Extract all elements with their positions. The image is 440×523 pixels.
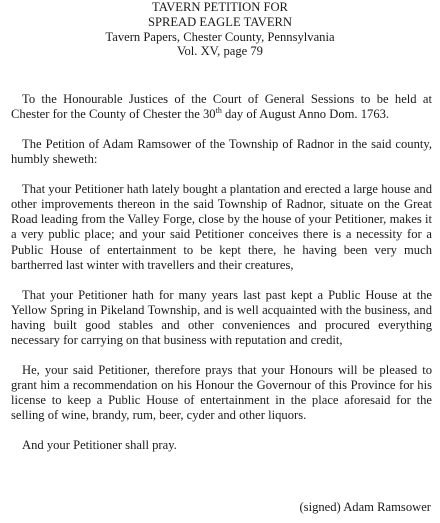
header-source: Tavern Papers, Chester County, Pennsylvania xyxy=(105,29,335,44)
ordinal-suffix: th xyxy=(215,106,222,116)
header-title: TAVERN PETITION FOR xyxy=(152,0,288,14)
experience-paragraph: That your Petitioner hath for many years last past kept a Public House at the Yellow Spring in Pikeland Township, and is well acquainted with the business, and having built good stables and other conveniences and procured everything necessary for carrying on that business with reputation and credit, xyxy=(11,287,432,348)
petitioner-paragraph: The Petition of Adam Ramsower of the Township of Radnor in the said county, humbly sheweth: xyxy=(11,136,432,167)
plantation-paragraph: That your Petitioner hath lately bought a plantation and erected a large house and other improvements thereon in the said Township of Radnor, situate on the Great Road leading from the Valley Forge, close by the house of your Petitioner, makes it a very public place; and your said Petitioner conceives there is a necessity for a Public House of entertainment to be kept there, he having been very much bartherred last winter with travellers and their creatures, xyxy=(11,181,432,272)
document-header xyxy=(0,0,440,59)
closing-paragraph: And your Petitioner shall pray. xyxy=(22,438,177,453)
address-paragraph: To the Honourable Justices of the Court of General Sessions to be held at Chester for the County of Chester the 30th day of August Anno Dom. 1763. xyxy=(11,92,432,122)
petition-body xyxy=(11,92,432,468)
signature: (signed) Adam Ramsower xyxy=(299,500,431,514)
header-volume: Vol. XV, page 79 xyxy=(177,44,263,59)
header-subtitle: SPREAD EAGLE TAVERN xyxy=(147,14,293,29)
prayer-paragraph: He, your said Petitioner, therefore prays that your Honours will be pleased to grant him a recommendation on his Honour the Governour of this Province for his license to keep a Public House of entertainment in the place aforesaid for the selling of wine, brandy, rum, beer, cyder and other liquors. xyxy=(11,362,432,423)
